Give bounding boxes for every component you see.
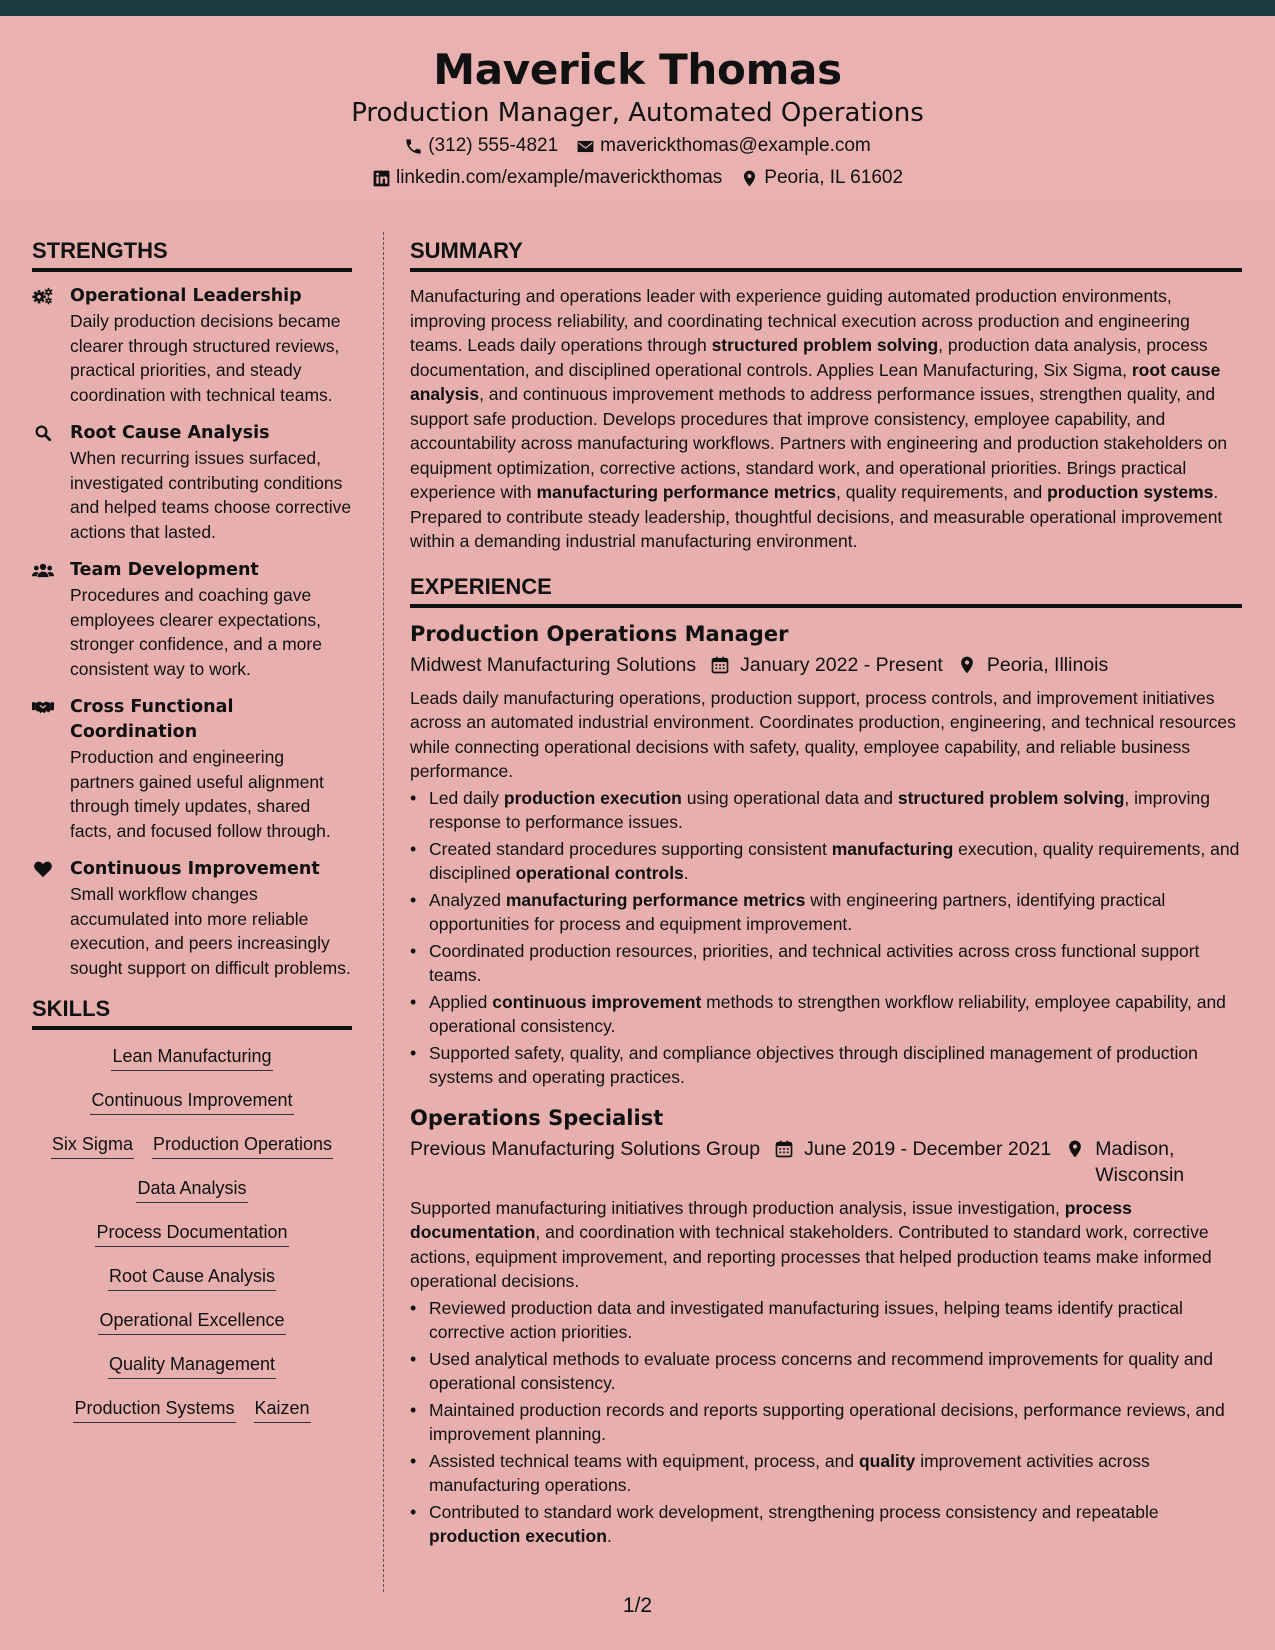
skill-row (32, 1264, 352, 1291)
bold-keyword: manufacturing performance metrics (505, 889, 806, 910)
job-meta (410, 1136, 1242, 1188)
text-run: . Prepared to contribute steady leadership, thoughtful decisions, and measurable operational improvement within a demanding industrial manufacturing environment. (410, 482, 1223, 551)
text-run: Contributed to standard work development, strengthening process consistency and repeatable (429, 1501, 1159, 1522)
candidate-name: Maverick Thomas (433, 45, 842, 94)
skill-tag: Process Documentation (95, 1220, 288, 1247)
job-dates (774, 1136, 1051, 1162)
job-location (1065, 1136, 1185, 1188)
search-icon (32, 421, 70, 544)
phone-icon (404, 137, 423, 156)
location-text: Madison, Wisconsin (1095, 1137, 1185, 1186)
bold-keyword: production execution (429, 1526, 607, 1546)
strength-item (32, 695, 352, 843)
bullet-item (410, 1347, 1242, 1396)
linkedin-icon (372, 169, 391, 188)
bold-keyword: structured problem solving (711, 335, 939, 355)
bullet-item (410, 1296, 1242, 1345)
text-run: Created standard procedures supporting consistent (429, 838, 832, 859)
text-run: , production data analysis, process documentation, and disciplined operational controls. Applies Lean Manufacturing, Six Sigma, (410, 335, 1208, 380)
skills-list (32, 1042, 352, 1423)
text-run: , improving response to performance issues. (429, 787, 1211, 832)
bullet-item (410, 990, 1242, 1039)
skill-row (32, 1176, 352, 1203)
linkedin-text: linkedin.com/example/maverickthomas (395, 167, 723, 188)
dates-text: June 2019 - December 2021 (804, 1137, 1052, 1160)
bullet-item (410, 939, 1242, 988)
contact-row-2 (0, 162, 1275, 194)
skill-tag: Continuous Improvement (90, 1088, 293, 1115)
strength-item (32, 421, 352, 544)
candidate-title: Production Manager, Automated Operations (351, 98, 924, 128)
bold-keyword: root cause analysis (410, 359, 1221, 404)
linkedin-contact[interactable] (372, 162, 722, 194)
skill-tag: Root Cause Analysis (108, 1264, 276, 1291)
dates-text: January 2022 - Present (740, 653, 943, 676)
phone-text: (312) 555-4821 (428, 135, 559, 156)
bullet-item (410, 1398, 1242, 1447)
skills-heading: SKILLS (32, 994, 352, 1030)
text-run: , and coordination with technical stakeholders. Contributed to standard work, corrective actions, equipment improvement, and reporting processes that helped production teams make informed operational decisions. (410, 1222, 1212, 1291)
text-run: Manufacturing and operations leader with experience guiding automated production environments, improving process reliability, and coordinating technical execution across production and engineering teams. Leads daily operations through (410, 286, 1190, 355)
strength-title: Operational Leadership (70, 286, 302, 306)
bullet-item (410, 1041, 1242, 1090)
strength-description: Small workflow changes accumulated into more reliable execution, and peers increasingly sought support on difficult problems. (70, 884, 351, 978)
text-run: Led daily (429, 787, 504, 808)
summary-text (410, 284, 1242, 554)
job-bullets (410, 1296, 1242, 1549)
text-run: Supported manufacturing initiatives through production analysis, issue investigation, (410, 1197, 1065, 1218)
text-run: methods to strengthen workflow reliability, employee capability, and operational consistency. (429, 991, 1226, 1036)
text-run: Coordinated production resources, priorities, and technical activities across cross functional support teams. (429, 940, 1200, 985)
text-run: improvement activities across manufacturing operations. (429, 1450, 1150, 1495)
map-marker-icon (1065, 1139, 1085, 1159)
skill-row (32, 1220, 352, 1247)
text-run: Supported safety, quality, and compliance objectives through disciplined management of production systems and operating practices. (429, 1042, 1198, 1087)
left-column (32, 236, 352, 1440)
bullet-item (410, 1449, 1242, 1498)
text-run: , quality requirements, and (836, 482, 1048, 502)
bold-keyword: manufacturing performance metrics (536, 482, 836, 502)
text-run: Applied (429, 991, 493, 1012)
text-run: Used analytical methods to evaluate process concerns and recommend improvements for quality and operational consistency. (429, 1348, 1214, 1393)
envelope-icon (576, 137, 595, 156)
strength-body (70, 857, 352, 980)
text-run: Assisted technical teams with equipment, process, and (429, 1450, 859, 1471)
email-text: maverickthomas@example.com (600, 135, 871, 156)
skill-tag: Quality Management (108, 1352, 276, 1379)
text-run: , and continuous improvement methods to address performance issues, strengthen quality, and support safe production. Develops procedures that improve consistency, employee capability, and accountability across manufacturing workflows. Partners with engineering and production stakeholders on equipment optimization, corrective actions, standard work, and operational priorities. Brings practical experience with (410, 384, 1228, 502)
phone-contact[interactable] (404, 130, 558, 162)
job-title: Operations Specialist (410, 1105, 664, 1130)
skill-row (32, 1396, 352, 1423)
skill-tag: Six Sigma (51, 1132, 134, 1159)
strengths-heading: STRENGTHS (32, 236, 352, 272)
strength-title: Team Development (70, 560, 259, 580)
summary-heading: SUMMARY (410, 236, 1242, 272)
job-dates (710, 652, 943, 678)
text-run: Leads daily manufacturing operations, production support, process controls, and improvement initiatives across an automated industrial environment. Coordinates production, engineering, and technical resources while connecting operational decisions with safety, quality, employee capability, and reliable business performance. (410, 687, 1236, 781)
heart-icon (32, 857, 70, 980)
job-description (410, 686, 1242, 784)
strength-item (32, 857, 352, 980)
strength-title: Continuous Improvement (70, 859, 320, 879)
strength-title: Root Cause Analysis (70, 423, 270, 443)
map-marker-icon (957, 655, 977, 675)
company-name: Midwest Manufacturing Solutions (410, 653, 697, 676)
bold-keyword: production systems (1047, 482, 1214, 502)
bold-keyword: quality (858, 1450, 916, 1471)
job-meta (410, 652, 1242, 678)
page-number: 1/2 (622, 1594, 653, 1617)
job-entry (410, 620, 1242, 1090)
strength-title: Cross Functional Coordination (70, 697, 234, 742)
skill-row (32, 1044, 352, 1071)
experience-list (410, 620, 1242, 1549)
strength-description: When recurring issues surfaced, investigated contributing conditions and helped teams choose corrective actions that lasted. (70, 448, 352, 542)
bold-keyword: production execution (503, 787, 682, 808)
skill-row (32, 1352, 352, 1379)
skill-row (32, 1308, 352, 1335)
contact-row-1 (0, 130, 1275, 162)
skill-tag: Production Systems (73, 1396, 235, 1423)
text-run: execution, quality requirements, and disciplined (429, 838, 1240, 883)
strength-body (70, 695, 352, 843)
bullet-item (410, 837, 1242, 886)
location-text: Peoria, IL 61602 (764, 167, 904, 188)
location-text: Peoria, Illinois (986, 653, 1109, 676)
right-column (410, 236, 1242, 1563)
strength-body (70, 421, 352, 544)
bullet-item (410, 888, 1242, 937)
experience-heading: EXPERIENCE (410, 572, 1242, 608)
job-entry (410, 1104, 1242, 1549)
skill-tag: Data Analysis (136, 1176, 247, 1203)
strength-description: Daily production decisions became clearer through structured reviews, practical priorities, and steady coordination with technical teams. (70, 311, 341, 405)
column-divider (383, 232, 384, 1592)
skill-row (32, 1132, 352, 1159)
skill-tag: Lean Manufacturing (111, 1044, 272, 1071)
strength-item (32, 558, 352, 681)
job-bullets (410, 786, 1242, 1090)
strengths-list (32, 284, 352, 980)
handshake-icon (32, 695, 70, 843)
strength-item (32, 284, 352, 407)
company-name: Previous Manufacturing Solutions Group (410, 1137, 761, 1160)
bold-keyword: manufacturing (831, 838, 954, 859)
text-run: with engineering partners, identifying practical opportunities for process and equipment improvement. (429, 889, 1166, 934)
text-run: . (606, 1526, 612, 1546)
bold-keyword: operational controls (515, 863, 684, 883)
skill-tag: Production Operations (152, 1132, 333, 1159)
location-contact (740, 162, 903, 194)
calendar-icon (774, 1139, 794, 1159)
top-accent-bar (0, 0, 1275, 16)
strength-description: Procedures and coaching gave employees clearer expectations, stronger confidence, and a more consistent way to work. (70, 585, 322, 679)
gears-icon (32, 284, 70, 407)
calendar-icon (710, 655, 730, 675)
strength-body (70, 558, 352, 681)
skill-tag: Kaizen (254, 1396, 311, 1423)
text-run: Maintained production records and reports supporting operational decisions, performance reviews, and improvement planning. (429, 1399, 1225, 1444)
strength-description: Production and engineering partners gained useful alignment through timely updates, shared facts, and focused follow through. (70, 747, 331, 841)
text-run: . (683, 863, 689, 883)
resume-header (0, 16, 1275, 204)
skill-tag: Operational Excellence (98, 1308, 285, 1335)
bullet-item (410, 786, 1242, 835)
map-marker-icon (740, 169, 759, 188)
text-run: Analyzed (429, 889, 506, 910)
text-run: using operational data and (681, 787, 898, 808)
bold-keyword: continuous improvement (492, 991, 702, 1012)
job-description (410, 1196, 1242, 1294)
strength-body (70, 284, 352, 407)
bold-keyword: structured problem solving (897, 787, 1125, 808)
email-contact[interactable] (576, 130, 871, 162)
job-title: Production Operations Manager (410, 621, 789, 646)
bold-keyword: process documentation (410, 1197, 1132, 1242)
skill-row (32, 1088, 352, 1115)
job-location (957, 652, 1108, 678)
text-run: Reviewed production data and investigated manufacturing issues, helping teams identify practical corrective action priorities. (429, 1297, 1183, 1342)
bullet-item (410, 1500, 1242, 1549)
users-icon (32, 558, 70, 681)
